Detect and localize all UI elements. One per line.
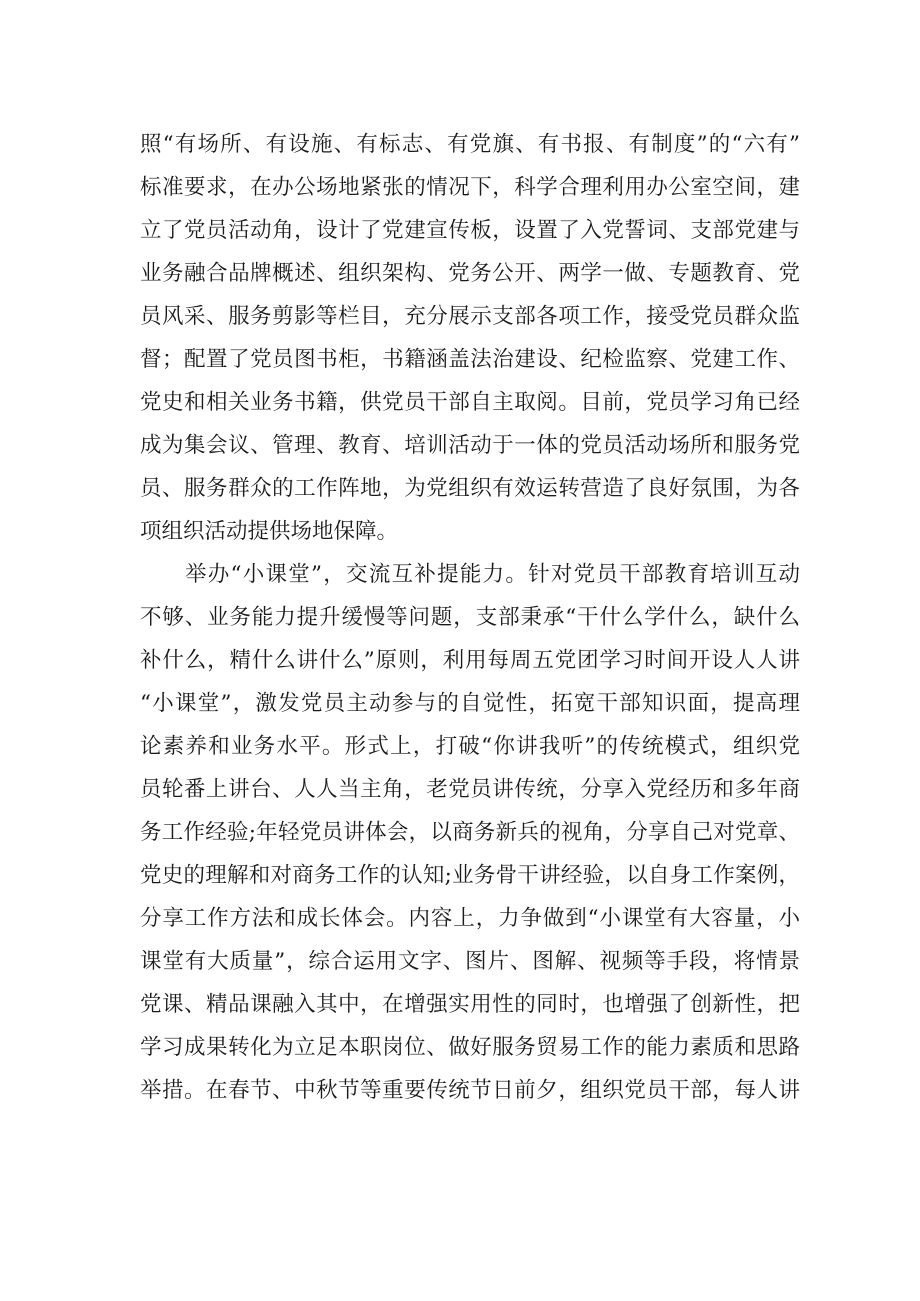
text-line: 学习成果转化为立足本职岗位、做好服务贸易工作的能力素质和思路 [140,1035,800,1060]
text-line: 党史的理解和对商务工作的认知;业务骨干讲经验，以自身工作案例， [140,863,800,888]
text-line: 举措。在春节、中秋节等重要传统节日前夕，组织党员干部，每人讲 [140,1078,800,1103]
text-line: 标准要求，在办公场地紧张的情况下，科学合理利用办公室空间，建 [140,175,800,200]
paragraph-party-activity-corner [140,123,800,553]
text-line: 党课、精品课融入其中，在增强实用性的同时，也增强了创新性，把 [140,992,800,1017]
text-line: 立了党员活动角，设计了党建宣传板，设置了入党誓词、支部党建与 [140,218,800,243]
text-line: 举办“小课堂”，交流互补提能力。针对党员干部教育培训互动 [185,562,800,587]
text-line: 不够、业务能力提升缓慢等问题，支部秉承“干什么学什么，缺什么 [140,605,800,630]
text-line: 课堂有大质量”，综合运用文字、图片、图解、视频等手段，将情景 [140,949,800,974]
text-line: 党史和相关业务书籍，供党员干部自主取阅。目前，党员学习角已经 [140,390,800,415]
text-line: 分享工作方法和成长体会。内容上，力争做到“小课堂有大容量，小 [140,906,800,931]
document-body [140,123,800,1112]
text-line: 员风采、服务剪影等栏目，充分展示支部各项工作，接受党员群众监 [140,304,800,329]
text-line: 务工作经验;年轻党员讲体会，以商务新兵的视角，分享自己对党章、 [140,820,800,845]
text-line: 成为集会议、管理、教育、培训活动于一体的党员活动场所和服务党 [140,433,800,458]
paragraph-small-classroom [140,553,800,1112]
text-line: 督；配置了党员图书柜，书籍涵盖法治建设、纪检监察、党建工作、 [140,347,800,372]
text-line: 项组织活动提供场地保障。 [140,519,399,544]
text-line: 论素养和业务水平。形式上，打破“你讲我听”的传统模式，组织党 [140,734,800,759]
text-line: 照“有场所、有设施、有标志、有党旗、有书报、有制度”的“六有” [140,132,800,157]
text-line: 业务融合品牌概述、组织架构、党务公开、两学一做、专题教育、党 [140,261,800,286]
text-line: “小课堂”，激发党员主动参与的自觉性，拓宽干部知识面，提高理 [140,691,800,716]
text-line: 员、服务群众的工作阵地，为党组织有效运转营造了良好氛围，为各 [140,476,800,501]
text-line: 补什么，精什么讲什么”原则，利用每周五党团学习时间开设人人讲 [140,648,800,673]
text-line: 员轮番上讲台、人人当主角，老党员讲传统，分享入党经历和多年商 [140,777,800,802]
